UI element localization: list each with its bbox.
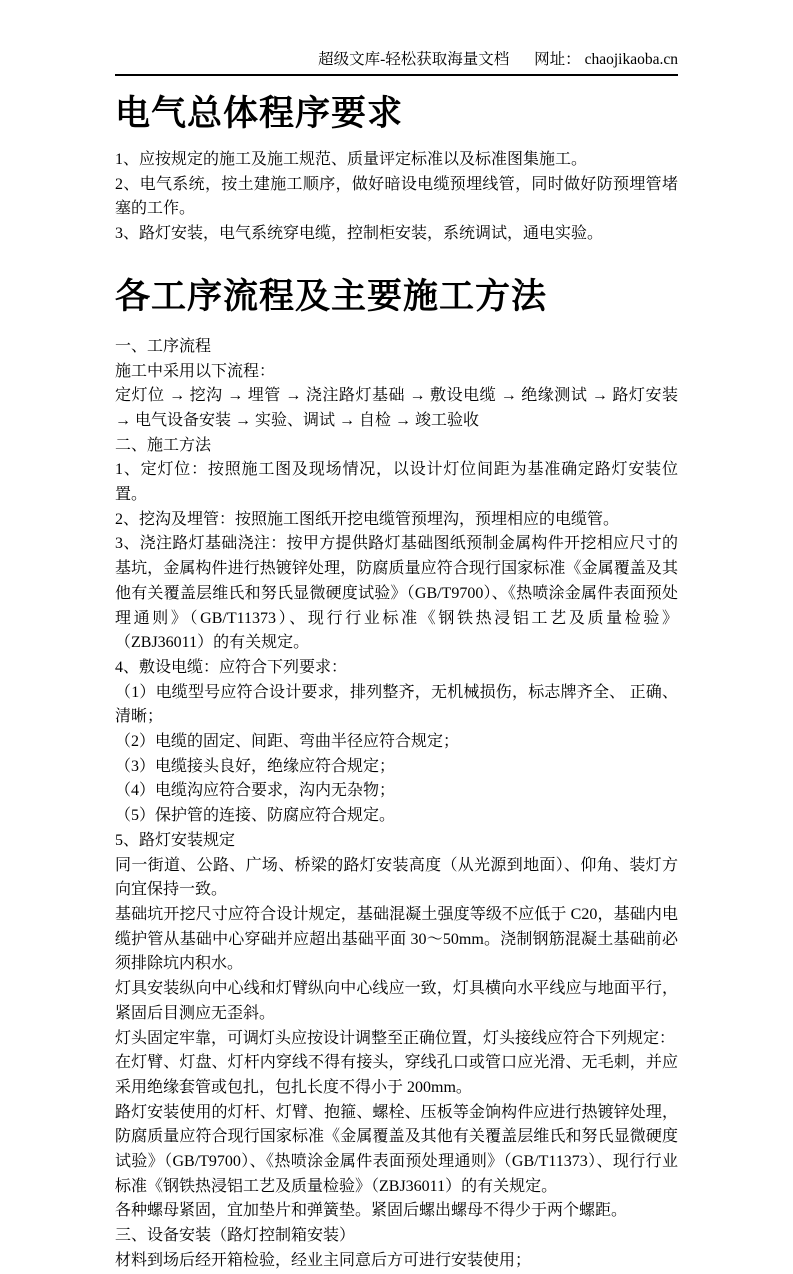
body-paragraph: 灯头固定牢靠，可调灯头应按设计调整至正确位置，灯头接线应符合下列规定： xyxy=(115,1029,676,1047)
general-requirement-item: 3、路灯安装，电气系统穿电缆，控制柜安装，系统调试，通电实验。 xyxy=(115,225,604,243)
process-flow-sequence: 定灯位 → 挖沟 → 埋管 → 浇注路灯基础 → 敷设电缆 → 绝缘测试 → 路灯安装 → 电气设备安装 → 实验、调试 → 自检 → 竣工验收 xyxy=(115,387,678,429)
cable-requirement-item: （1）电缆型号应符合设计要求，排列整齐，无机械损伤，标志牌齐全、 正确、清晰； xyxy=(115,683,678,726)
cable-requirement-item: （2）电缆的固定、间距、弯曲半径应符合规定； xyxy=(115,733,460,751)
cable-requirement-item: （5）保护管的连接、防腐应符合规定。 xyxy=(115,807,396,825)
subsection-heading-process-flow: 一、工序流程 xyxy=(115,337,212,355)
body-paragraph: 基础坑开挖尺寸应符合设计规定，基础混凝土强度等级不应低于 C20，基础内电缆护管从基础中心穿础并应超出基础平面 30～50mm。浇制钢筋混凝土基础前必须排除坑内积水。 xyxy=(115,905,678,973)
general-requirement-item: 2、电气系统，按土建施工顺序，做好暗设电缆预埋线管，同时做好防预埋管堵塞的工作。 xyxy=(115,175,678,218)
subsection-heading-lamp-installation: 5、路灯安装规定 xyxy=(115,831,236,849)
body-paragraph: 4、敷设电缆：应符合下列要求： xyxy=(115,658,348,676)
header-tagline: 超级文库-轻松获取海量文档 xyxy=(318,51,510,68)
body-paragraph: 灯具安装纵向中心线和灯臂纵向中心线应一致，灯具横向水平线应与地面平行，紧固后目测应无歪斜。 xyxy=(115,980,678,1022)
body-paragraph: 材料到场后经开箱检验，经业主同意后方可进行安装使用； xyxy=(115,1251,532,1269)
header-url: chaojikaoba.cn xyxy=(584,51,678,68)
section-title-procedures-methods: 各工序流程及主要施工方法 xyxy=(115,276,548,316)
header-url-label: 网址： xyxy=(534,51,581,68)
body-paragraph: 同一街道、公路、广场、桥梁的路灯安装高度（从光源到地面）、仰角、装灯方向宜保持一致。 xyxy=(115,856,678,899)
subsection-heading-construction-method: 二、施工方法 xyxy=(115,436,212,454)
body-paragraph: 路灯安装使用的灯杆、灯臂、抱箍、螺栓、压板等金饷构件应进行热镀锌处理，防腐质量应符合现行国家标准《金属覆盖及其他有关覆盖层维氏和努氏显微硬度试验》（GB/T9700）、《热喷涂金属件表面预处理通则》（GB/T11373）、现行行业标准《钢铁热浸铝工艺及质量检验》（ZBJ36011）的有关规定。 xyxy=(115,1103,678,1195)
body-paragraph: 2、挖沟及埋管：按照施工图纸开挖电缆管预埋沟，预埋相应的电缆管。 xyxy=(115,510,620,528)
body-paragraph: 1、定灯位：按照施工图及现场情况，以设计灯位间距为基准确定路灯安装位置。 xyxy=(115,461,678,504)
body-paragraph: 施工中采用以下流程： xyxy=(115,362,276,380)
cable-requirement-item: （3）电缆接头良好，绝缘应符合规定； xyxy=(115,757,396,775)
body-paragraph: 3、浇注路灯基础浇注：按甲方提供路灯基础图纸预制金属构件开挖相应尺寸的基坑，金属构件进行热镀锌处理，防腐质量应符合现行国家标准《金属覆盖及其他有关覆盖层维氏和努氏显微硬度试验》（GB/T9700）、《热喷涂金属件表面预处理通则》（GB/T11373）、现行行业标准《钢铁热浸铝工艺及质量检验》（ZBJ36011）的有关规定。 xyxy=(115,535,678,652)
subsection-heading-equipment-installation: 三、设备安装（路灯控制箱安装） xyxy=(115,1227,356,1245)
body-paragraph: 各种螺母紧固，宜加垫片和弹簧垫。紧固后螺出螺母不得少于两个螺距。 xyxy=(115,1202,628,1220)
general-requirement-item: 1、应按规定的施工及施工规范、质量评定标准以及标准图集施工。 xyxy=(115,151,588,168)
cable-requirement-item: （4）电缆沟应符合要求，沟内无杂物； xyxy=(115,782,396,800)
header-divider xyxy=(115,74,678,76)
section-title-general-requirements: 电气总体程序要求 xyxy=(115,94,404,133)
body-paragraph: 在灯臂、灯盘、灯杆内穿线不得有接头，穿线孔口或管口应光滑、无毛刺，并应采用绝缘套管或包扎，包扎长度不得小于 200mm。 xyxy=(115,1054,678,1096)
page-header xyxy=(115,50,678,70)
